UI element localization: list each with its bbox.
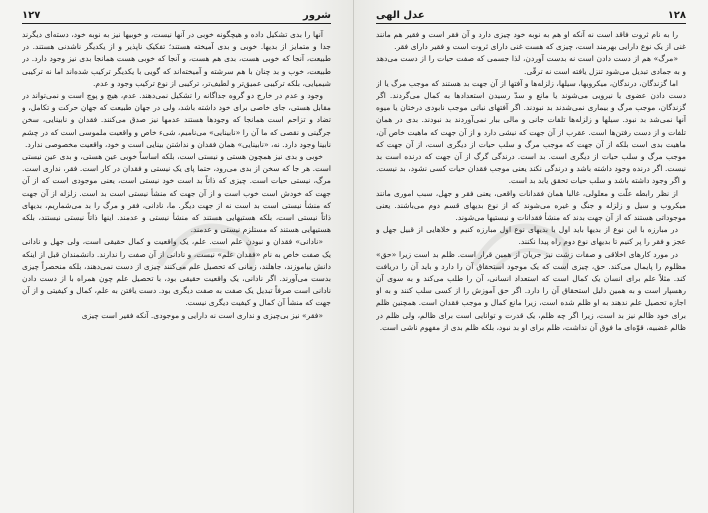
right-page [354, 0, 708, 513]
left-running-title: شرور [302, 10, 331, 21]
paragraph: را به نام ثروت فاقد است نه آنکه او هم به نوبه خود چیزی دارد و آن فقر است و فقیر هم مانند غنی از یک نوع دارایی بهرمند است، چیزی که هست غنی دارای ثروت است و فقیر دارای فقر. [376, 30, 686, 52]
paragraph: «مرگ» هم از دست دادن است نه بدست آوردن، لذا جسمی که صفت حیات را از دست می‌دهد و به جمادی تبدیل می‌شود تنزل یافته است نه ترقّی. [376, 54, 686, 76]
paragraph: از نظر رابطه علّت و معلولی، غالبا همان فقدانات واقعی، یعنی فقر و جهل، سبب اموری مانند میکروب و سیل و زلزله و جنگ و غیره می‌شوند که از نوع بدیهای قسم دوم می‌باشند. یعنی موجوداتی هستند که از آن جهت بدند که منشأ فقدانات و نیستیها می‌شوند. [376, 188, 686, 223]
left-page-header [22, 10, 331, 24]
left-page-number: ۱۲۷ [22, 10, 41, 21]
paragraph: در مورد کارهای اخلاقی و صفات زشت نیز جریان از همین قرار است. ظلم بد است زیرا «حق» مظلوم را پایمال می‌کند. حق، چیزی است که یک موجود استحقاق آن را دارد و باید آن را دریافت کند. مثلاً علم برای انسان یک کمال است که استعداد انسانی، آن را طلب می‌کند و به سوی آن رهسپار است و به همین دلیل استحقاق آن را دارد. اگر حق آموزش را از کسی سلب کنند و به او اجازه تحصیل علم ندهند به او ظلم شده است، زیرا مانع کمال و موجب فقدان است. همچنین ظلم برای خود ظالم نیز بد است، زیرا اگر چه ظلم، یک قدرت و توانایی است برای ظالم، ولی ظلم در ظالم غضبیه، قوّه‌ای ما فوق آن نداشت، ظلم برای او بد نبود، بلکه ظلم بدی از مفهوم ناشی است. [376, 249, 686, 332]
right-page-body [376, 29, 686, 509]
paragraph: وجود و عدم در خارج دو گروه جداگانه را تشکیل نمی‌دهند. عدم، هیچ و پوچ است و نمی‌تواند در مقابل هستی، جای خاصی برای خود داشته باشد، ولی در جهان طبیعت که جهان حرکت و تکامل، و تضاد و تزاحم است همانجا که وجودها هستند عدمها نیز صدق می‌کنند. فقدان و نابینایی، سخن جرگینی و نقصی که ما آن را «نابینایی» می‌نامیم، شیء خاص و واقعیت ملموسی است که در چشم نابینا وجود دارد. نه، «نابینایی» همان فقدان و نداشتن بینایی است و خود، واقعیت مخصوصی ندارد. [22, 91, 331, 149]
paragraph: «نادانی» فقدان و نبودن علم است. علم، یک واقعیت و کمال حقیقی است، ولی جهل و نادانی یک صفت خاص به نام «فقدان علم» نیست، و نادانی از آن صفت را ندارند. دانشمندان قبل از اینکه دانش بیاموزند، جاهلند، زمانی که تحصیل علم می‌کنند چیزی از دست نمی‌دهند، بلکه منحصراً چیزی بدست می‌آورند. اگر نادانی، یک واقعیت حقیقی بود، با تحصیل علم چون همراه با از دست دادن نادانی است صرفاً تبدیل یک صفت به صفت دیگری بود. دست یافتن به علم، کمال و کیفیتی و از آن جهت که منشأ آن کمال و کیفیت دیگری نیست. [22, 237, 331, 308]
right-page-number: ۱۲۸ [667, 10, 686, 21]
left-page-body [22, 29, 331, 509]
paragraph: آنها را بدی تشکیل داده و هیچگونه خوبی در آنها نیست، و خوبیها نیز به نوبه خود، دسته‌ای دیگرند جدا و متمایز از بدیها. خوبی و بدی آمیخته هستند؛ تفکیک ناپذیر و از یکدیگر ناشدنی هستند. در طبیعت، آنجا که خوبی هست، بدی هم هست، و آنجا که خوبی هست همانجا بدی نیز وجود دارد. در طبیعت، خوب و بد چنان با هم سرشته و آمیخته‌اند که گویی با یکدیگر ترکیب شده‌اند اما نه ترکیبی شیمیایی، بلکه ترکیبی عمیق‌تر و لطیف‌تر، ترکیبی از نوع ترکیب وجود و عدم. [22, 30, 331, 88]
paragraph: «فقر» نیز بی‌چیزی و نداری است نه دارایی و موجودی. آنکه فقیر است چیزی [81, 310, 323, 320]
paragraph: اما گزندگان، درندگان، میکروبها، سیلها، زلزله‌ها و آفتها از آن جهت بد هستند که موجب مرگ یا از دست دادن عضوی یا نیرویی می‌شوند یا مانع و سدّ رسیدن استعدادها به کمال می‌گردند. اگر گزندگان، موجب مرگ و بیماری نمی‌شدند بد نبودند. اگر آفتهای نباتی موجب نابودی درختان یا میوه آنها نمی‌شد بد نبود. سیلها و زلزله‌ها تلفات جانی و مالی ببار نمی‌آوردند بد نبودند. بدی در همان تلفات و از دست رفتن‌ها است. عقرب از آن جهت که نیشی دارد و از آن جهت که ماهیت خاص آن، ماهیت بدی است بلکه از آن جهت که موجب مرگ و سلب حیات از دیگری است، از آن جهت که موجب مرگ و سلب حیات از دیگری است. بد است. درندگی گرگ از آن جهت که درنده است بد نیست. اگر درنده وجود داشته باشد و درندگی نکند یعنی موجب فقدان حیات کسی نشود، بد نیست. و اگر وجود داشته باشد و سلب حیات تحقق یابد بد است. [376, 78, 686, 186]
right-running-title: عدل الهی [376, 10, 425, 21]
paragraph: در مبارزه با این نوع از بدیها باید اول با بدیهای نوع اول مبارزه کنیم و خلاهایی از قبیل جهل و عجز و فقر را پر کنیم تا بدیهای نوع دوم راه پیدا نکنند. [376, 225, 686, 247]
paragraph: خوبی و بدی نیز همچون هستی و نیستی است، بلکه اساساً خوبی عین هستی، و بدی عین نیستی است. هر جا که سخن از بدی می‌رود، حتما پای یک نیستی و فقدان در کار است. فقر، نداری است. مرگ، نیستی حیات است. چیزی که ذاتاً بد است خود نیستی است، یعنی موجودی است که از آن جهت که خودش است خوب است و از آن جهت که منشأ نیستی است بد است. زلزله از آن جهت که منشأ نیستی است بد است نه از جهت دیگر. ما، نادانی، فقر و مرگ را بد می‌شماریم، بدیهای ذاتاً نیستی است، بلکه هستیهایی هستند که منشأ نیستی و عدمند. اینها ذاتاً نیستی نیستند، بلکه هستیهایی هستند که مستلزم نیستی و عدمند. [22, 152, 331, 235]
right-page-header [376, 10, 686, 24]
